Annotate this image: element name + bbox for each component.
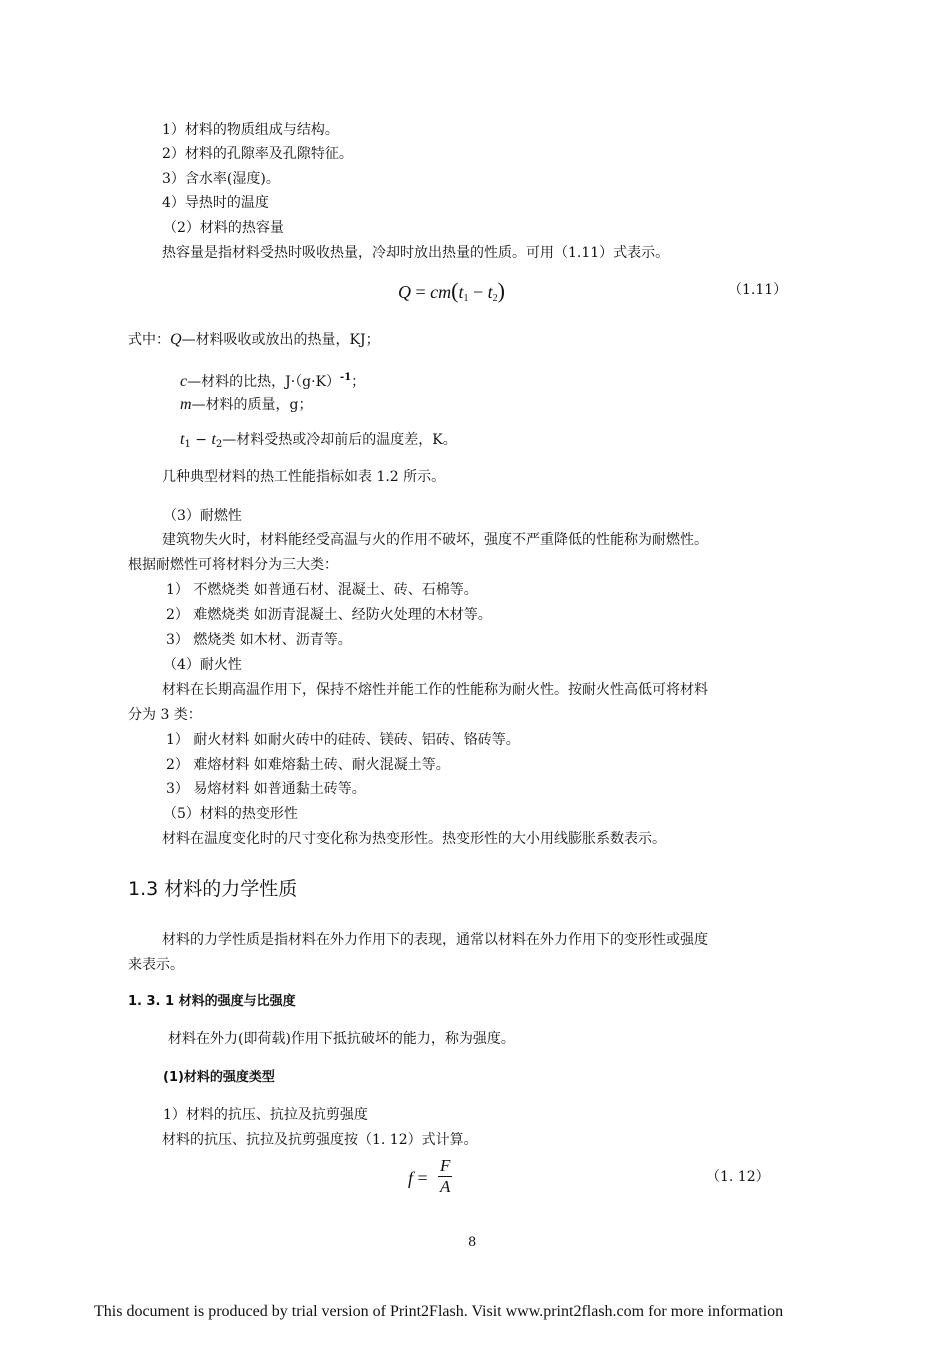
factor-item-3: 3）含水率(湿度)。 bbox=[162, 171, 280, 187]
fire-resistance-para-1: 建筑物失火时，材料能经受高温与火的作用不破坏，强度不严重降低的性能称为耐燃性。 bbox=[162, 532, 708, 548]
refractory-class-3: 3） 易熔材料 如普通黏土砖等。 bbox=[166, 781, 366, 797]
thermal-deformation-heading: （5）材料的热变形性 bbox=[163, 806, 298, 822]
var-m-line: m—材料的质量，g； bbox=[180, 396, 313, 413]
table-note: 几种典型材料的热工性能指标如表 1.2 所示。 bbox=[162, 469, 446, 485]
strength-types-heading: (1)材料的强度类型 bbox=[163, 1070, 275, 1085]
factor-item-2: 2）材料的孔隙率及孔隙特征。 bbox=[162, 146, 353, 162]
strength-item-1: 1）材料的抗压、抗拉及抗剪强度 bbox=[163, 1107, 368, 1123]
strength-definition: 材料在外力(即荷载)作用下抵抗破坏的能力，称为强度。 bbox=[168, 1031, 515, 1047]
equation-number-1-12: （1. 12） bbox=[706, 1169, 770, 1185]
fraction-denominator: A bbox=[440, 1177, 451, 1196]
page-number: 8 bbox=[468, 1235, 477, 1250]
fire-resistance-para-2: 根据耐燃性可将材料分为三大类： bbox=[128, 557, 338, 573]
trial-footer-notice: This document is produced by trial version of Print2Flash. Visit www.print2flash.com for more information bbox=[94, 1303, 784, 1320]
refractoriness-para-1: 材料在长期高温作用下，保持不熔性并能工作的性能称为耐火性。按耐火性高低可将材料 bbox=[162, 682, 708, 698]
fire-class-3: 3） 燃烧类 如木材、沥青等。 bbox=[166, 632, 352, 648]
equation-1-12-fraction bbox=[438, 1156, 452, 1197]
section-1-3-title: 1.3 材料的力学性质 bbox=[128, 878, 298, 900]
fire-class-1: 1） 不燃烧类 如普通石材、混凝土、砖、石棉等。 bbox=[166, 582, 478, 598]
refractory-class-1: 1） 耐火材料 如耐火砖中的硅砖、镁砖、铝砖、铬砖等。 bbox=[166, 732, 520, 748]
equation-1-11: $Q = cm(t_1 - t_2)$ bbox=[398, 278, 505, 304]
fire-resistance-heading: （3）耐燃性 bbox=[163, 508, 242, 524]
fire-class-2: 2） 难燃烧类 如沥青混凝土、经防火处理的木材等。 bbox=[166, 607, 492, 623]
fraction-numerator: F bbox=[440, 1156, 451, 1175]
var-c-line: c—材料的比热，$J\cdot(g\cdot K)^{-1}$； bbox=[180, 372, 366, 390]
heat-capacity-definition: 热容量是指材料受热时吸收热量，冷却时放出热量的性质。可用（1.11）式表示。 bbox=[162, 245, 670, 261]
section-1-3-intro-2: 来表示。 bbox=[128, 957, 184, 973]
section-1-3-1-title: 1. 3. 1 材料的强度与比强度 bbox=[128, 994, 296, 1009]
section-1-3-intro-1: 材料的力学性质是指材料在外力作用下的表现，通常以材料在外力作用下的变形性或强度 bbox=[162, 932, 708, 948]
equation-number-1-11: （1.11） bbox=[728, 282, 788, 298]
strength-calc-note: 材料的抗压、抗拉及抗剪强度按（1. 12）式计算。 bbox=[162, 1132, 478, 1148]
equation-1-12-lhs: f = bbox=[408, 1168, 428, 1188]
thermal-deformation-para: 材料在温度变化时的尺寸变化称为热变形性。热变形性的大小用线膨胀系数表示。 bbox=[162, 831, 666, 847]
refractoriness-para-2: 分为 3 类： bbox=[128, 707, 202, 723]
refractoriness-heading: （4）耐火性 bbox=[163, 657, 242, 673]
var-t-line: $t_1$ − $t_2—$材料受热或冷却前后的温度差，K。 bbox=[180, 431, 457, 450]
factor-item-1: 1）材料的物质组成与结构。 bbox=[162, 122, 339, 138]
factor-item-4: 4）导热时的温度 bbox=[162, 195, 269, 211]
refractory-class-2: 2） 难熔材料 如难熔黏土砖、耐火混凝土等。 bbox=[166, 757, 450, 773]
var-Q-line: 式中：Q—材料吸收或放出的热量，KJ； bbox=[128, 331, 380, 348]
heat-capacity-heading: （2）材料的热容量 bbox=[163, 220, 284, 236]
